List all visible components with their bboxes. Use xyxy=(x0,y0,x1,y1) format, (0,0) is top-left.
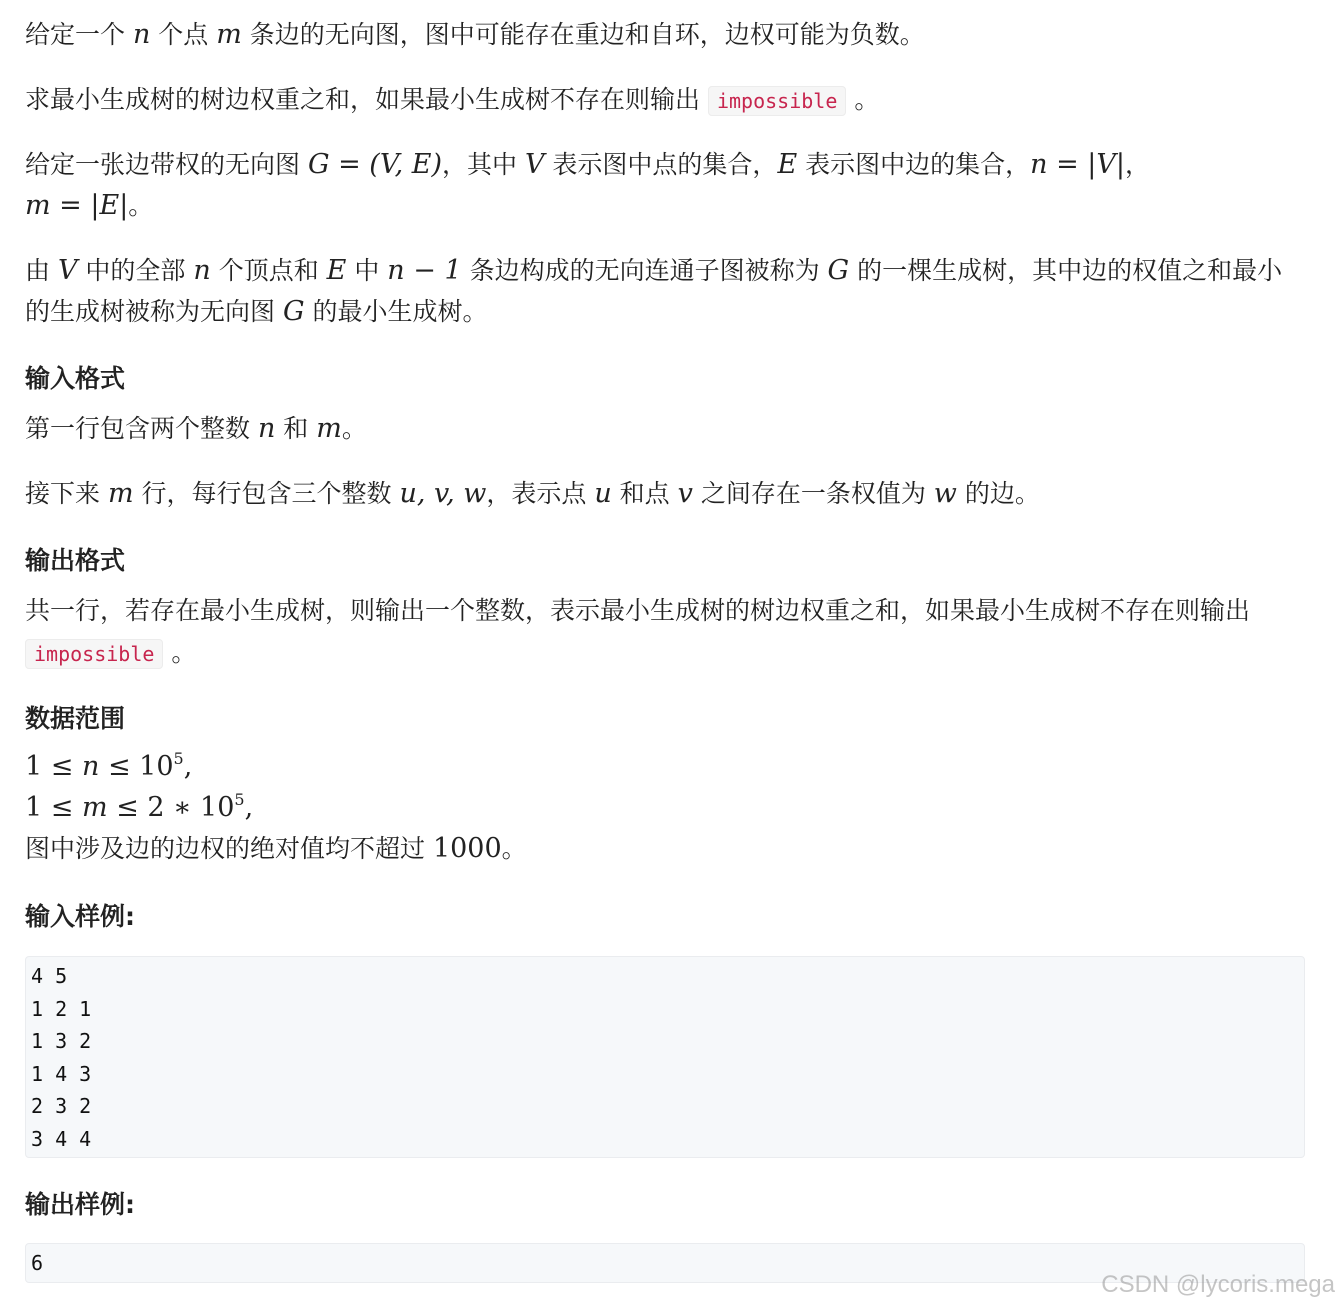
math-expr: n = |V| xyxy=(1030,149,1125,180)
data-range-heading: 数据范围 xyxy=(25,704,126,733)
text: 和 xyxy=(275,414,317,443)
text: 。 xyxy=(128,191,154,220)
math-expr: n − 1 xyxy=(387,255,462,286)
text: 中的全部 xyxy=(77,256,194,285)
math-var: E xyxy=(777,149,798,180)
text: 条边的无向图，图中可能存在重边和自环，边权可能为负数。 xyxy=(241,20,925,49)
text: 共一行，若存在最小生成树，则输出一个整数，表示最小生成树的树边权重之和，如果最小生成树不存在则输出 xyxy=(25,596,1251,625)
math-var: G xyxy=(827,255,850,286)
inline-code: impossible xyxy=(708,86,846,116)
sample-input-code-block xyxy=(25,956,1305,1158)
text: 之间存在一条权值为 xyxy=(692,479,934,508)
math-number: 1000 xyxy=(432,833,502,864)
graph-definition xyxy=(25,145,1150,185)
text: 由 xyxy=(25,256,58,285)
code-line: 1 4 3 xyxy=(31,1061,92,1086)
math-var: m xyxy=(316,413,342,444)
math-var: m xyxy=(216,19,242,50)
math-expr: m = |E| xyxy=(25,190,129,221)
input-format-line2 xyxy=(25,474,1040,514)
math-var: v xyxy=(677,478,693,509)
sample-input-heading: 输入样例: xyxy=(25,902,135,931)
math-text: ≤ 10 xyxy=(99,751,174,782)
math-var: n xyxy=(257,413,276,444)
math-var: E xyxy=(326,255,347,286)
math-expr: u, v, w xyxy=(399,478,487,509)
text: 第一行包含两个整数 xyxy=(25,414,258,443)
math-text: 1 ≤ xyxy=(25,751,82,782)
spanning-tree-definition-cont xyxy=(25,292,487,332)
text: 给定一张边带权的无向图 xyxy=(25,150,308,179)
text: 条边构成的无向连通子图被称为 xyxy=(461,256,828,285)
text: 表示图中边的集合， xyxy=(797,150,1031,179)
text: 求最小生成树的树边权重之和，如果最小生成树不存在则输出 xyxy=(25,85,708,114)
data-range-n xyxy=(25,747,192,787)
watermark: CSDN @lycoris.mega xyxy=(1101,1271,1335,1298)
output-format-heading: 输出格式 xyxy=(25,546,126,575)
code-line: 3 4 4 xyxy=(31,1126,92,1151)
text: 个顶点和 xyxy=(210,256,327,285)
math-var: n xyxy=(81,751,100,782)
text: 接下来 xyxy=(25,479,108,508)
text: 给定一个 xyxy=(25,20,133,49)
math-text: , xyxy=(244,792,254,823)
math-text: 1 ≤ xyxy=(25,792,82,823)
problem-goal xyxy=(25,80,879,121)
math-var: m xyxy=(107,478,134,509)
text: 和点 xyxy=(611,479,678,508)
output-format-line1 xyxy=(25,591,1250,631)
text: 。 xyxy=(501,834,527,863)
text: ，其中 xyxy=(442,150,525,179)
input-format-line1 xyxy=(25,409,367,449)
text: 表示图中点的集合， xyxy=(544,150,778,179)
math-var: w xyxy=(933,478,957,509)
code-line: 1 3 2 xyxy=(31,1029,92,1053)
text: ， xyxy=(1124,150,1150,179)
input-format-heading: 输入格式 xyxy=(25,364,126,393)
math-var: V xyxy=(524,149,545,180)
math-sup: 5 xyxy=(234,790,245,809)
text: 的最小生成树。 xyxy=(304,297,488,326)
code-line: 1 2 1 xyxy=(31,996,92,1021)
text: 。 xyxy=(163,638,197,667)
graph-definition-cont xyxy=(25,186,153,226)
text: 的一棵生成树，其中边的权值之和最小 xyxy=(849,256,1283,285)
text: 的生成树被称为无向图 xyxy=(25,297,283,326)
math-text: ≤ 2 ∗ 10 xyxy=(107,792,235,823)
code-line: 2 3 2 xyxy=(31,1094,92,1118)
text: 个点 xyxy=(150,20,217,49)
inline-code: impossible xyxy=(25,639,163,669)
math-var: u xyxy=(594,478,612,509)
math-expr: G = (V, E) xyxy=(307,149,443,180)
text: ，表示点 xyxy=(486,479,595,508)
math-var: n xyxy=(193,255,211,286)
text: 中 xyxy=(346,256,388,285)
text: 的边。 xyxy=(956,479,1040,508)
math-var: n xyxy=(132,19,151,50)
text: 行，每行包含三个整数 xyxy=(133,479,400,508)
data-range-m xyxy=(25,788,253,828)
sample-output-heading: 输出样例: xyxy=(25,1190,135,1219)
math-var: V xyxy=(57,255,78,286)
text: 。 xyxy=(341,414,367,443)
math-var: m xyxy=(81,792,108,823)
data-range-weight xyxy=(25,829,527,869)
math-text: , xyxy=(183,751,193,782)
math-sup: 5 xyxy=(173,749,184,768)
math-var: G xyxy=(282,296,305,327)
code-line: 4 5 xyxy=(31,964,68,988)
text: 图中涉及边的边权的绝对值均不超过 xyxy=(25,834,433,863)
problem-intro xyxy=(25,15,925,55)
code-line: 6 xyxy=(31,1251,44,1275)
spanning-tree-definition xyxy=(25,251,1282,291)
text: 。 xyxy=(846,85,880,114)
output-format-line2 xyxy=(25,633,196,674)
